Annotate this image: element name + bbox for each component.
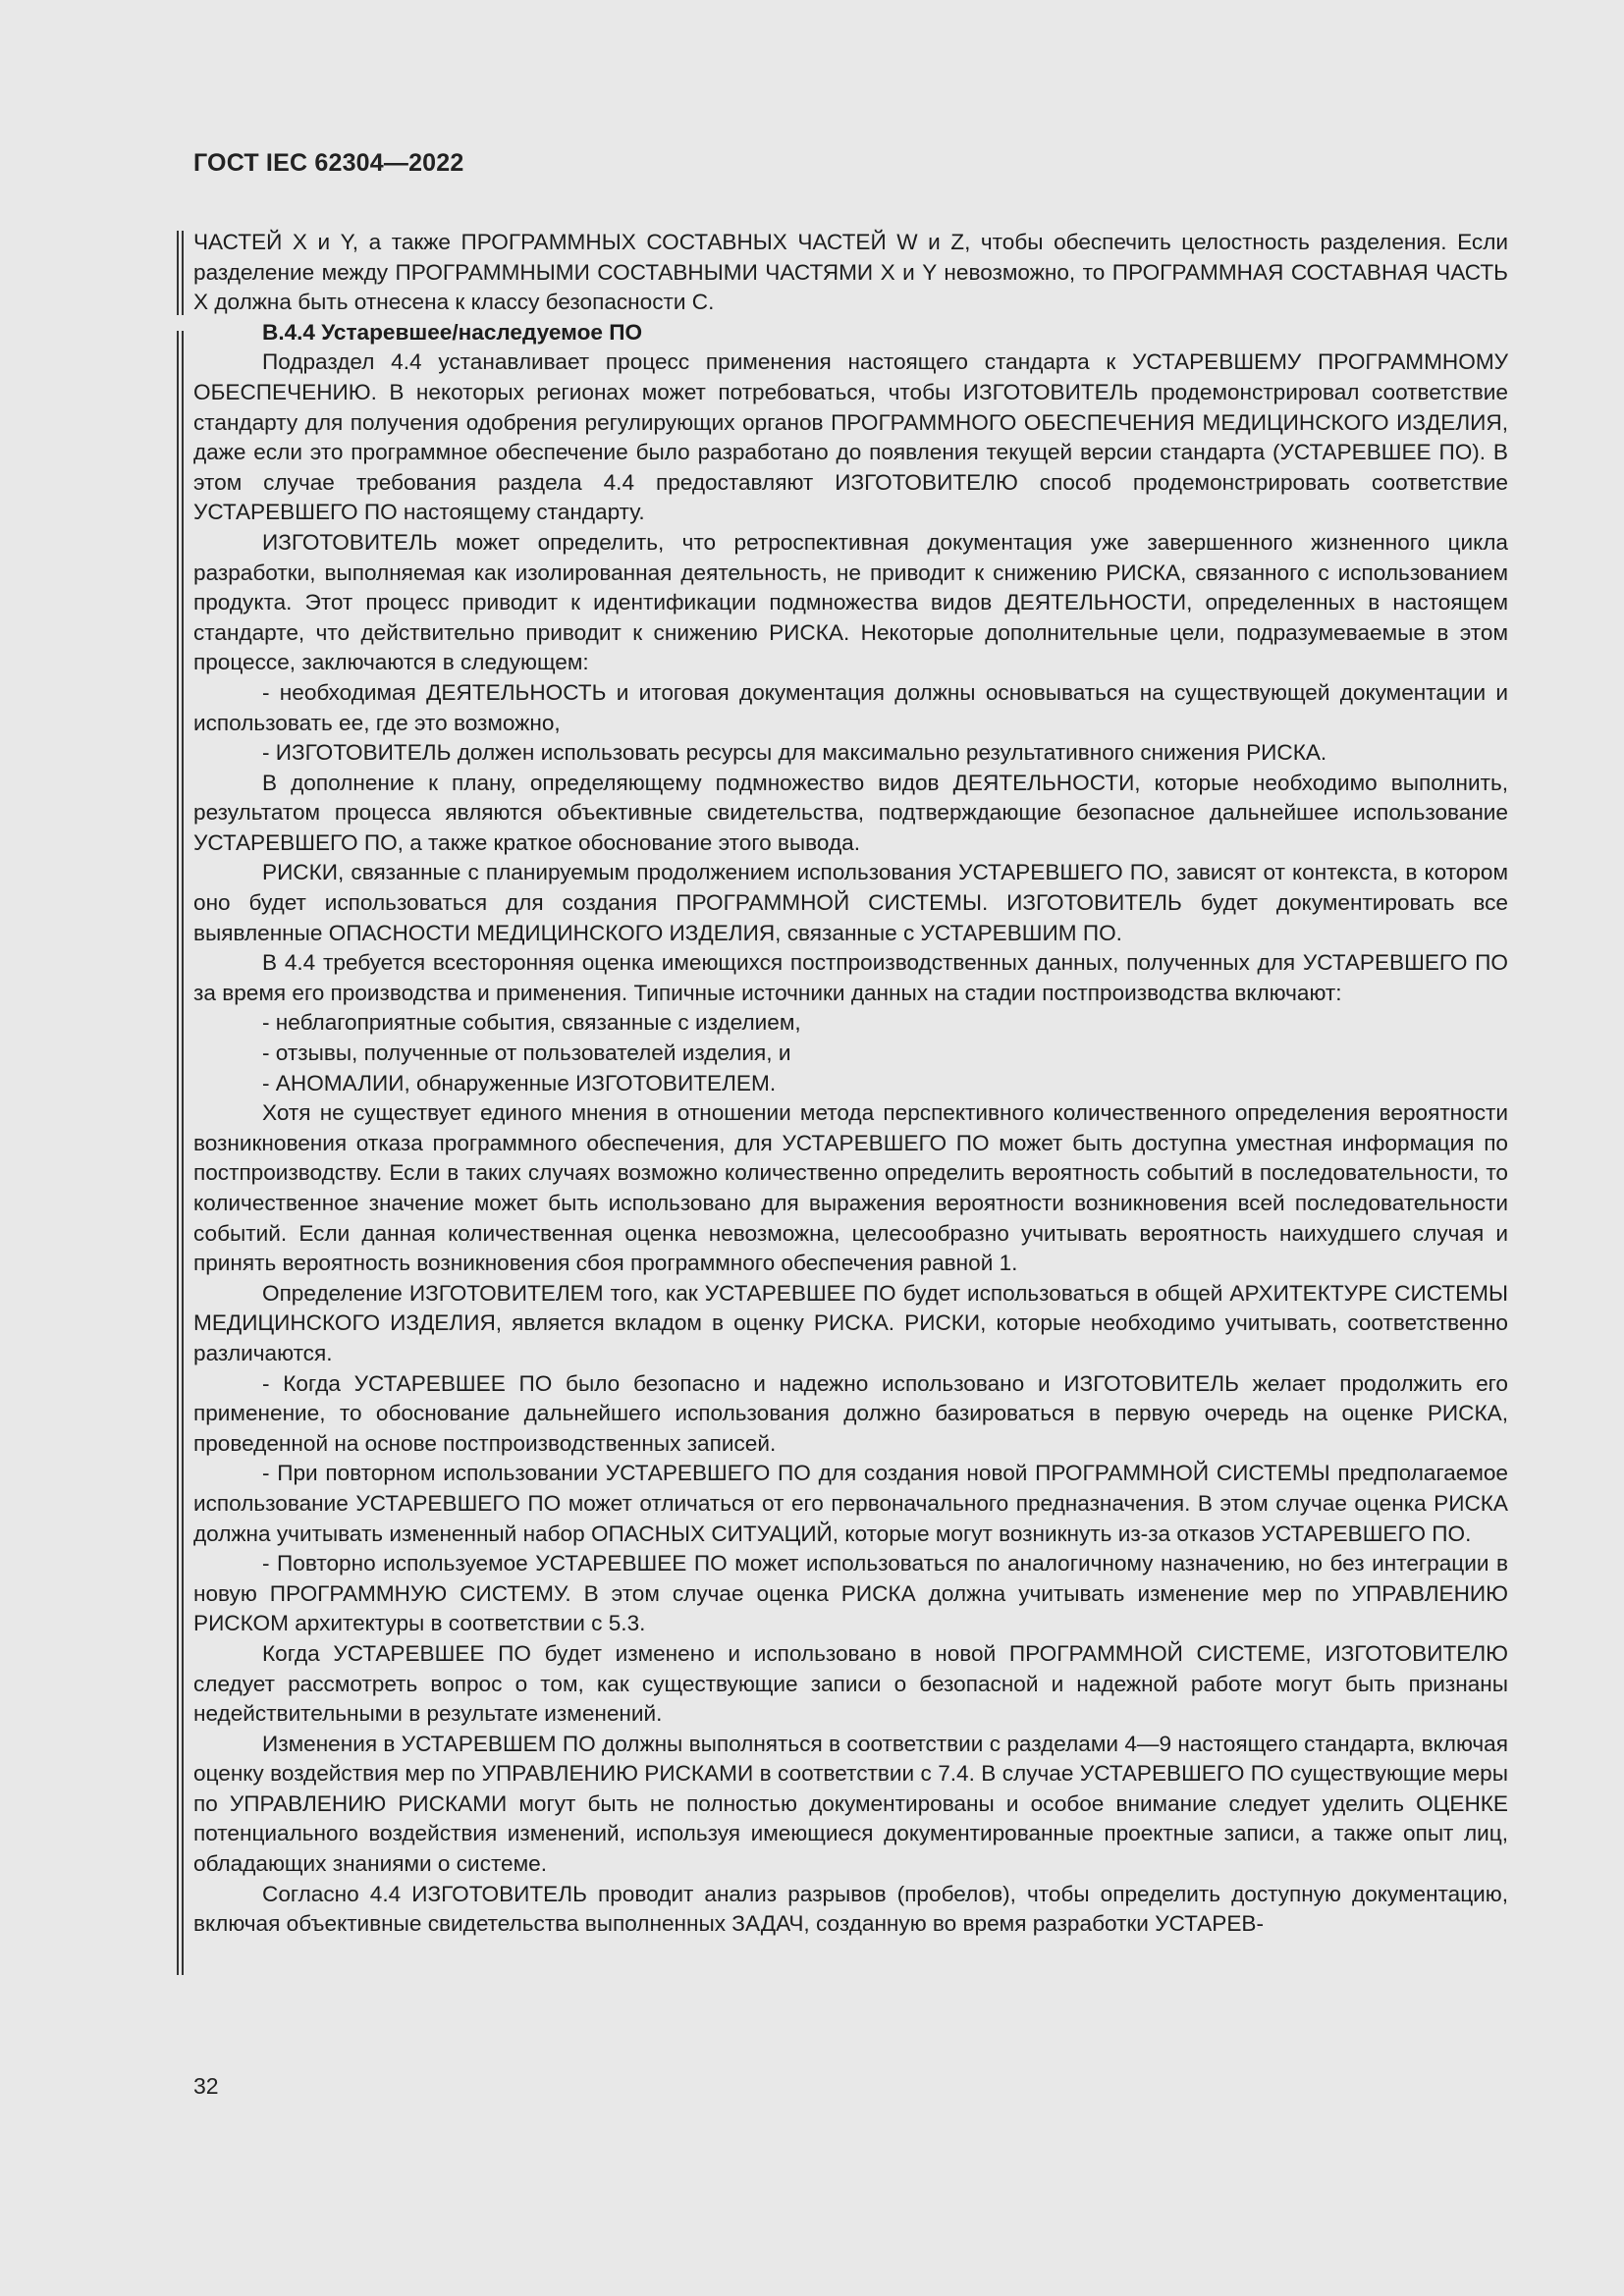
paragraph: В дополнение к плану, определяющему подмножество видов ДЕЯТЕЛЬНОСТИ, которые необходимо выполнить, результатом процесса являются объективные свидетельства, подтверждающие безопасное дальнейшее использование УСТАРЕВШЕГО ПО, а также краткое обоснование этого вывода.: [193, 770, 1508, 855]
paragraph: Подраздел 4.4 устанавливает процесс применения настоящего стандарта к УСТАРЕВШЕМУ ПРОГРАММНОМУ ОБЕСПЕЧЕНИЮ. В некоторых регионах может потребоваться, чтобы ИЗГОТОВИТЕЛЬ продемонстрировал соответствие стандарту для получения одобрения регулирующих органов ПРОГРАММНОГО ОБЕСПЕЧЕНИЯ МЕДИЦИНСКОГО ИЗДЕЛИЯ, даже если это программное обеспечение было разработано до появления текущей версии стандарта (УСТАРЕВШЕЕ ПО). В этом случае требования раздела 4.4 предоставляют ИЗГОТОВИТЕЛЮ способ продемонстрировать соответствие УСТАРЕВШЕГО ПО настоящему стандарту.: [193, 349, 1508, 525]
list-item: - отзывы, полученные от пользователей изделия, и: [262, 1041, 791, 1066]
list-item: - АНОМАЛИИ, обнаруженные ИЗГОТОВИТЕЛЕМ.: [262, 1070, 777, 1095]
paragraph: РИСКИ, связанные с планируемым продолжением использования УСТАРЕВШЕГО ПО, зависят от контекста, в котором оно будет использоваться для создания ПРОГРАММНОЙ СИСТЕМЫ. ИЗГОТОВИТЕЛЬ будет документировать все выявленные ОПАСНОСТИ МЕДИЦИНСКОГО ИЗДЕЛИЯ, связанные с УСТАРЕВШИМ ПО.: [193, 860, 1508, 945]
paragraph: Когда УСТАРЕВШЕЕ ПО будет изменено и использовано в новой ПРОГРАММНОЙ СИСТЕМЕ, ИЗГОТОВИТЕЛЮ следует рассмотреть вопрос о том, как существующие записи о безопасной и надежной работе могут быть признаны недействительными в результате изменений.: [193, 1640, 1508, 1727]
list-item: - ИЗГОТОВИТЕЛЬ должен использовать ресурсы для максимально результативного снижения РИСКА.: [262, 740, 1327, 766]
paragraph: Хотя не существует единого мнения в отношении метода перспективного количественного определения вероятности возникновения отказа программного обеспечения, для УСТАРЕВШЕГО ПО может быть доступна уместная информация по постпроизводству. Если в таких случаях возможно количественно определить вероятность событий в последовательности, то количественное значение может быть использовано для выражения вероятности возникновения всей последовательности событий. Если данная количественная оценка невозможна, целесообразно учитывать вероятность наихудшего случая и принять вероятность возникновения сбоя программного обеспечения равной 1.: [193, 1100, 1508, 1276]
section-heading: В.4.4 Устаревшее/наследуемое ПО: [262, 319, 643, 345]
document-body: [193, 228, 1508, 1940]
list-item: - Повторно используемое УСТАРЕВШЕЕ ПО может использоваться по аналогичному назначению, но без интеграции в новую ПРОГРАММНУЮ СИСТЕМУ. В этом случае оценка РИСКА должна учитывать изменение мер по УПРАВЛЕНИЮ РИСКОМ архитектуры в соответствии с 5.3.: [193, 1551, 1508, 1636]
change-bar: [177, 231, 184, 315]
paragraph: Определение ИЗГОТОВИТЕЛЕМ того, как УСТАРЕВШЕЕ ПО будет использоваться в общей АРХИТЕКТУРЕ СИСТЕМЫ МЕДИЦИНСКОГО ИЗДЕЛИЯ, является вкладом в оценку РИСКА. РИСКИ, которые необходимо учитывать, соответственно различаются.: [193, 1280, 1508, 1365]
list-item: - Когда УСТАРЕВШЕЕ ПО было безопасно и надежно использовано и ИЗГОТОВИТЕЛЬ желает продолжить его применение, то обоснование дальнейшего использования должно базироваться в первую очередь на оценке РИСКА, проведенной на основе постпроизводственных записей.: [193, 1370, 1508, 1456]
paragraph: Согласно 4.4 ИЗГОТОВИТЕЛЬ проводит анализ разрывов (пробелов), чтобы определить доступную документацию, включая объективные свидетельства выполненных ЗАДАЧ, созданную во время разработки УСТАРЕВ-: [193, 1881, 1508, 1937]
paragraph: В 4.4 требуется всесторонняя оценка имеющихся постпроизводственных данных, полученных для УСТАРЕВШЕГО ПО за время его производства и применения. Типичные источники данных на стадии постпроизводства включают:: [193, 950, 1508, 1005]
list-item: - необходимая ДЕЯТЕЛЬНОСТЬ и итоговая документация должны основываться на существующей документации и использовать ее, где это возможно,: [193, 679, 1508, 735]
paragraph: ИЗГОТОВИТЕЛЬ может определить, что ретроспективная документация уже завершенного жизненного цикла разработки, выполняемая как изолированная деятельность, не приводит к снижению РИСКА, связанного с использованием продукта. Этот процесс приводит к идентификации подмножества видов ДЕЯТЕЛЬНОСТИ, определенных в настоящем стандарте, что действительно приводит к снижению РИСКА. Некоторые дополнительные цели, подразумеваемые в этом процессе, заключаются в следующем:: [193, 529, 1508, 675]
paragraph: ЧАСТЕЙ X и Y, а также ПРОГРАММНЫХ СОСТАВНЫХ ЧАСТЕЙ W и Z, чтобы обеспечить целостность разделения. Если разделение между ПРОГРАММНЫМИ СОСТАВНЫМИ ЧАСТЯМИ X и Y невозможно, то ПРОГРАММНАЯ СОСТАВНАЯ ЧАСТЬ X должна быть отнесена к классу безопасности С.: [193, 230, 1508, 315]
change-bar: [177, 331, 184, 1975]
page-number: 32: [193, 2073, 219, 2099]
paragraph: Изменения в УСТАРЕВШЕМ ПО должны выполняться в соответствии с разделами 4—9 настоящего стандарта, включая оценку воздействия мер по УПРАВЛЕНИЮ РИСКАМИ в соответствии с 7.4. В случае УСТАРЕВШЕГО ПО существующие меры по УПРАВЛЕНИЮ РИСКАМИ могут быть не полностью документированы и особое внимание следует уделить ОЦЕНКЕ потенциального воздействия изменений, используя имеющиеся документированные проектные записи, а также опыт лиц, обладающих знаниями о системе.: [193, 1731, 1508, 1877]
list-item: - неблагоприятные события, связанные с изделием,: [262, 1010, 801, 1036]
page-header: ГОСТ IEC 62304—2022: [193, 149, 464, 177]
list-item: - При повторном использовании УСТАРЕВШЕГО ПО для создания новой ПРОГРАММНОЙ СИСТЕМЫ предполагаемое использование УСТАРЕВШЕГО ПО может отличаться от его первоначального предназначения. В этом случае оценка РИСКА должна учитывать измененный набор ОПАСНЫХ СИТУАЦИЙ, которые могут возникнуть из-за отказов УСТАРЕВШЕГО ПО.: [193, 1461, 1508, 1546]
